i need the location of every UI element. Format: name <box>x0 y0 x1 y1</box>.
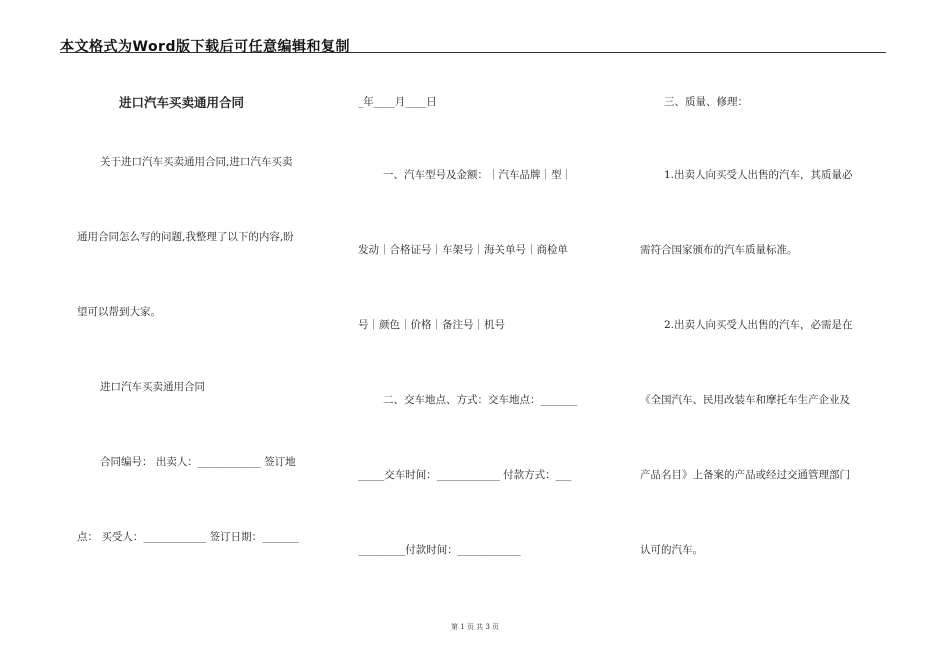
paragraph-line: 进口汽车买卖通用合同 <box>100 381 205 393</box>
document-header: 本文格式为Word版下载后可任意编辑和复制 <box>60 39 350 55</box>
paragraph-line: 2.出卖人向买受人出售的汽车，必需是在 <box>664 319 853 331</box>
paragraph-line: 产品名目》上备案的产品或经过交通管理部门 <box>640 469 850 481</box>
paragraph-line: 二、交车地点、方式：交车地点：_______ <box>383 394 578 406</box>
paragraph-line: 号｜颜色｜价格｜备注号｜机号 <box>358 319 505 331</box>
paragraph-line: _________付款时间：____________ <box>358 544 521 556</box>
paragraph-line: 《全国汽车、民用改装车和摩托车生产企业及 <box>640 394 850 406</box>
paragraph-line: 望可以帮到大家。 <box>77 306 161 318</box>
paragraph-line: 通用合同怎么写的问题,我整理了以下的内容,盼 <box>77 231 294 243</box>
paragraph-line: 合同编号： 出卖人：____________ 签订地 <box>100 456 296 468</box>
paragraph-line: 发动｜合格证号｜车架号｜海关单号｜商检单 <box>358 244 568 256</box>
paragraph-line: 关于进口汽车买卖通用合同,进口汽车买卖 <box>100 156 293 168</box>
paragraph-line: 一、汽车型号及金额：｜汽车品牌｜型｜ <box>383 169 572 181</box>
paragraph-line: _年____月____日 <box>358 96 437 108</box>
document-title: 进口汽车买卖通用合同 <box>119 95 245 110</box>
header-divider <box>60 52 886 53</box>
paragraph-line: _____交车时间：____________ 付款方式：___ <box>358 469 572 481</box>
paragraph-line: 1.出卖人向买受人出售的汽车，其质量必 <box>664 169 853 181</box>
paragraph-line: 认可的汽车。 <box>640 544 703 556</box>
paragraph-line: 需符合国家颁布的汽车质量标准。 <box>640 244 798 256</box>
section-heading: 三、质量、修理： <box>664 96 748 108</box>
paragraph-line: 点： 买受人：____________ 签订日期：_______ <box>77 531 299 543</box>
page-number: 第 1 页 共 3 页 <box>450 623 500 631</box>
